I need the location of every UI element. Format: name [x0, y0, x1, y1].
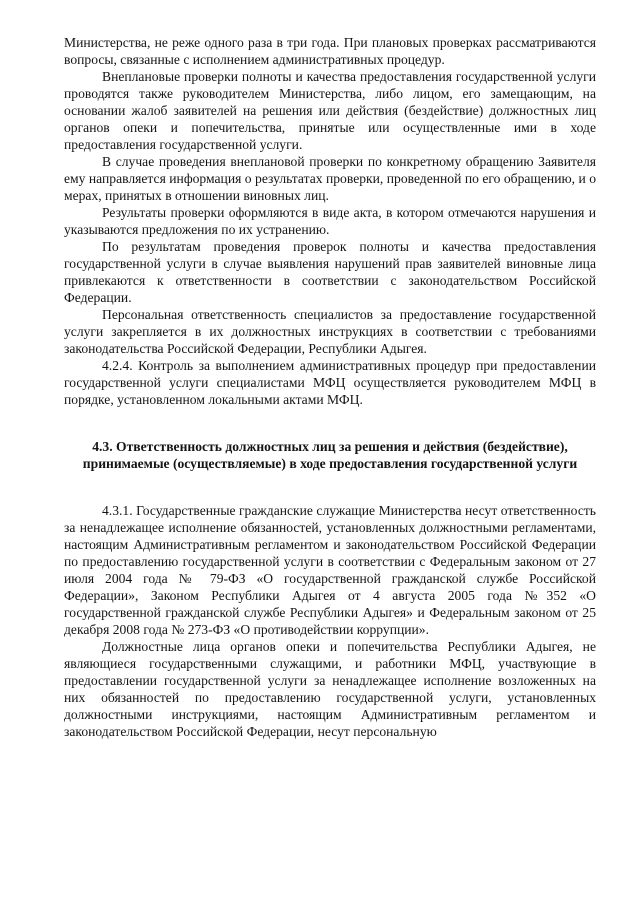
paragraph: 4.3.1. Государственные гражданские служащие Министерства несут ответственность за ненадлежащее исполнение обязанностей, установленных должностными регламентами, настоящим Административным регламентом и законодательством Российской Федерации по предоставлению государственной услуги в соответствии с Федеральным законом от 27 июля 2004 года № 79-ФЗ «О государственной гражданской службе Российской Федерации», Законом Республики Адыгея от 4 августа 2005 года №352 «О государственной гражданской службе Республики Адыгея» и Федеральным законом от 25 декабря 2008 года № 273-ФЗ «О противодействии коррупции».: [64, 503, 596, 637]
paragraph: Персональная ответственность специалистов за предоставление государственной услуги закрепляется в их должностных инструкциях в соответствии с требованиями законодательства Российской Федерации, Республики Адыгея.: [64, 307, 596, 356]
paragraph: 4.2.4. Контроль за выполнением административных процедур при предоставлении государственной услуги специалистами МФЦ осуществляется руководителем МФЦ в порядке, установленном локальными актами МФЦ.: [64, 358, 596, 407]
paragraph: Результаты проверки оформляются в виде акта, в котором отмечаются нарушения и указываются предложения по их устранению.: [64, 205, 596, 237]
paragraph: Министерства, не реже одного раза в три года. При плановых проверках рассматриваются вопросы, связанные с исполнением административных процедур.: [64, 35, 596, 67]
paragraph: Должностные лица органов опеки и попечительства Республики Адыгея, не являющиеся государственными служащими, и работники МФЦ, участвующие в предоставлении государственной услуги за ненадлежащее исполнение возложенных на них обязанностей по предоставлению государственной услуги, установленных должностными инструкциями, настоящим Административным регламентом и законодательством Российской Федерации, несут персональную: [64, 639, 596, 739]
paragraph: Внеплановые проверки полноты и качества предоставления государственной услуги проводятся также руководителем Министерства, либо лицом, его замещающим, на основании жалоб заявителей на решения или действия (бездействие) должностных лиц органов опеки и попечительства, принятые или осуществленные ими в ходе предоставления государственной услуги.: [64, 69, 596, 152]
paragraph: В случае проведения внеплановой проверки по конкретному обращению Заявителя ему направляется информация о результатах проверки, проведенной по его обращению, и о мерах, принятых в отношении виновных лиц.: [64, 154, 596, 203]
section-heading: 4.3. Ответственность должностных лиц за решения и действия (бездействие), принимаемые (осуществляемые) в ходе предоставления государственной услуги: [82, 439, 578, 471]
paragraph: По результатам проведения проверок полноты и качества предоставления государственной услуги в случае выявления нарушений прав заявителей виновные лица привлекаются к ответственности в соответствии с законодательством Российской Федерации.: [64, 239, 596, 305]
document-body: [64, 34, 596, 740]
